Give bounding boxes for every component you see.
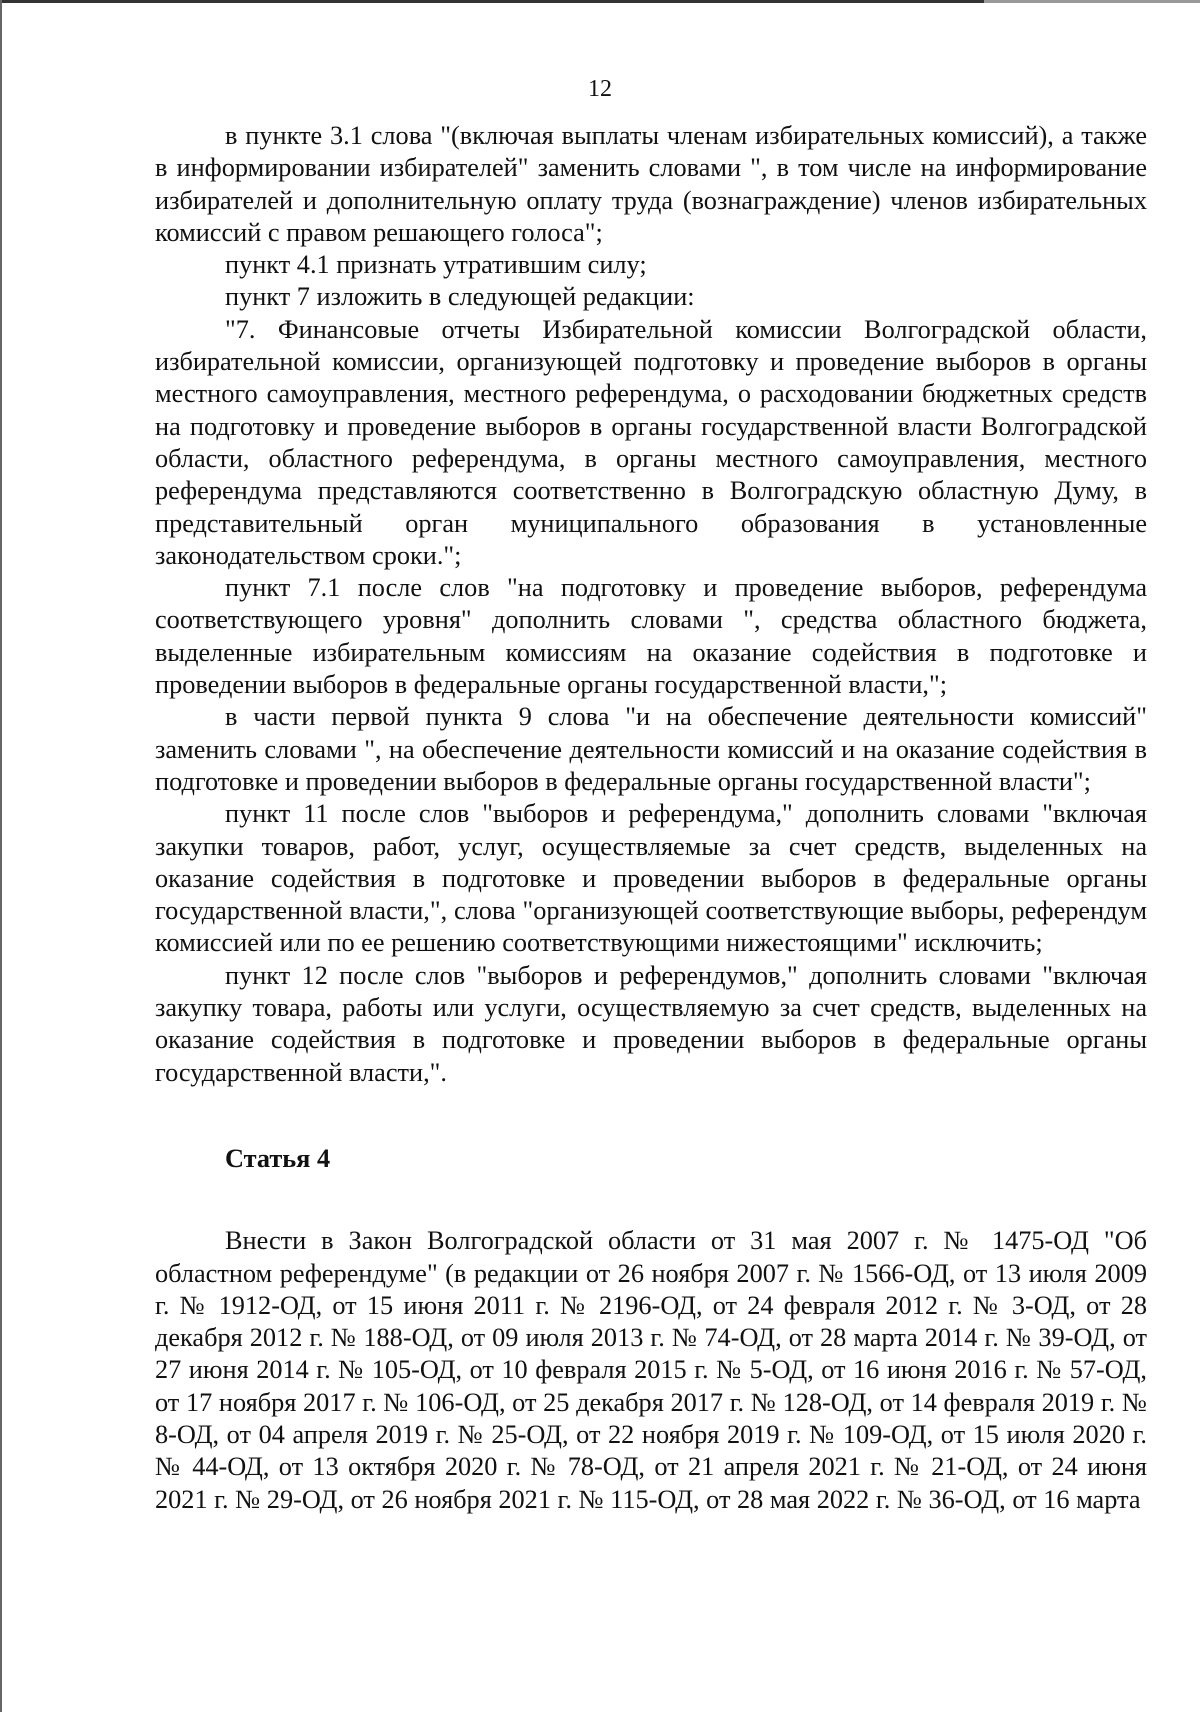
article-heading: Статья 4	[225, 1143, 331, 1173]
page-number: 12	[588, 76, 612, 102]
paragraph-7-intro: пункт 7 изложить в следующей редакции:	[225, 282, 695, 312]
paragraph-4-1-repeal: пункт 4.1 признать утратившим силу;	[225, 250, 647, 280]
paragraph-11-amendment: пункт 11 после слов "выборов и референдума," дополнить словами "включая закупки товаров, работ, услуг, осуществляемые за счет средств, выделенных на оказание содействия в подготовке и проведении выборов в федеральные органы государственной власти,", слова "организующей соответствующие выборы, референдум комиссией или по ее решению соответствующими нижестоящими" исключить;	[155, 799, 1147, 958]
scan-edge-left	[0, 0, 2, 1712]
paragraph-7-new-text: "7. Финансовые отчеты Избирательной комиссии Волгоградской области, избирательной комиссии, организующей подготовку и проведение выборов в органы местного самоуправления, местного референдума, о расходовании бюджетных средств на подготовку и проведение выборов в органы государственной власти Волгоградской области, областного референдума, в органы местного самоуправления, местного референдума представляются соответственно в Волгоградскую областную Думу, в представительный орган муниципального образования в установленные законодательством сроки.";	[155, 314, 1147, 570]
document-body	[155, 120, 1147, 1516]
paragraph-7-1-amendment: пункт 7.1 после слов "на подготовку и проведение выборов, референдума соответствующего уровня" дополнить словами ", средства областного бюджета, выделенные избирательным комиссиям на оказание содействия в подготовке и проведении выборов в федеральные органы государственной власти,";	[155, 573, 1147, 700]
article-4-paragraph: Внести в Закон Волгоградской области от 31 мая 2007 г. № 1475-ОД "Об областном референдуме" (в редакции от 26 ноября 2007 г. № 1566-ОД, от 13 июля 2009 г. № 1912-ОД, от 15 июня 2011 г. № 2196-ОД, от 24 февраля 2012 г. № 3-ОД, от 28 декабря 2012 г. № 188-ОД, от 09 июля 2013 г. № 74-ОД, от 28 марта 2014 г. № 39-ОД, от 27 июня 2014 г. № 105-ОД, от 10 февраля 2015 г. № 5-ОД, от 16 июня 2016 г. № 57-ОД, от 17 ноября 2017 г. № 106-ОД, от 25 декабря 2017 г. № 128-ОД, от 14 февраля 2019 г. № 8-ОД, от 04 апреля 2019 г. № 25-ОД, от 22 ноября 2019 г. № 109-ОД, от 15 июля 2020 г. № 44-ОД, от 13 октября 2020 г. № 78-ОД, от 21 апреля 2021 г. № 21-ОД, от 24 июня 2021 г. № 29-ОД, от 26 ноября 2021 г. № 115-ОД, от 28 мая 2022 г. № 36-ОД, от 16 марта	[155, 1226, 1147, 1514]
paragraph-12-amendment: пункт 12 после слов "выборов и референдумов," дополнить словами "включая закупку товара, работы или услуги, осуществляемую за счет средств, выделенных на оказание содействия в подготовке и проведении выборов в федеральные органы государственной власти,".	[155, 960, 1147, 1087]
paragraph-3-1-amendment: в пункте 3.1 слова "(включая выплаты членам избирательных комиссий), а также в информировании избирателей" заменить словами ", в том числе на информирование избирателей и дополнительную оплату труда (вознаграждение) членов избирательных комиссий с правом решающего голоса";	[155, 121, 1147, 247]
paragraph-9-amendment: в части первой пункта 9 слова "и на обеспечение деятельности комиссий" заменить словами ", на обеспечение деятельности комиссий и на оказание содействия в подготовке и проведении выборов в федеральные органы государственной власти";	[155, 702, 1147, 796]
scan-edge-top	[0, 0, 1200, 3]
